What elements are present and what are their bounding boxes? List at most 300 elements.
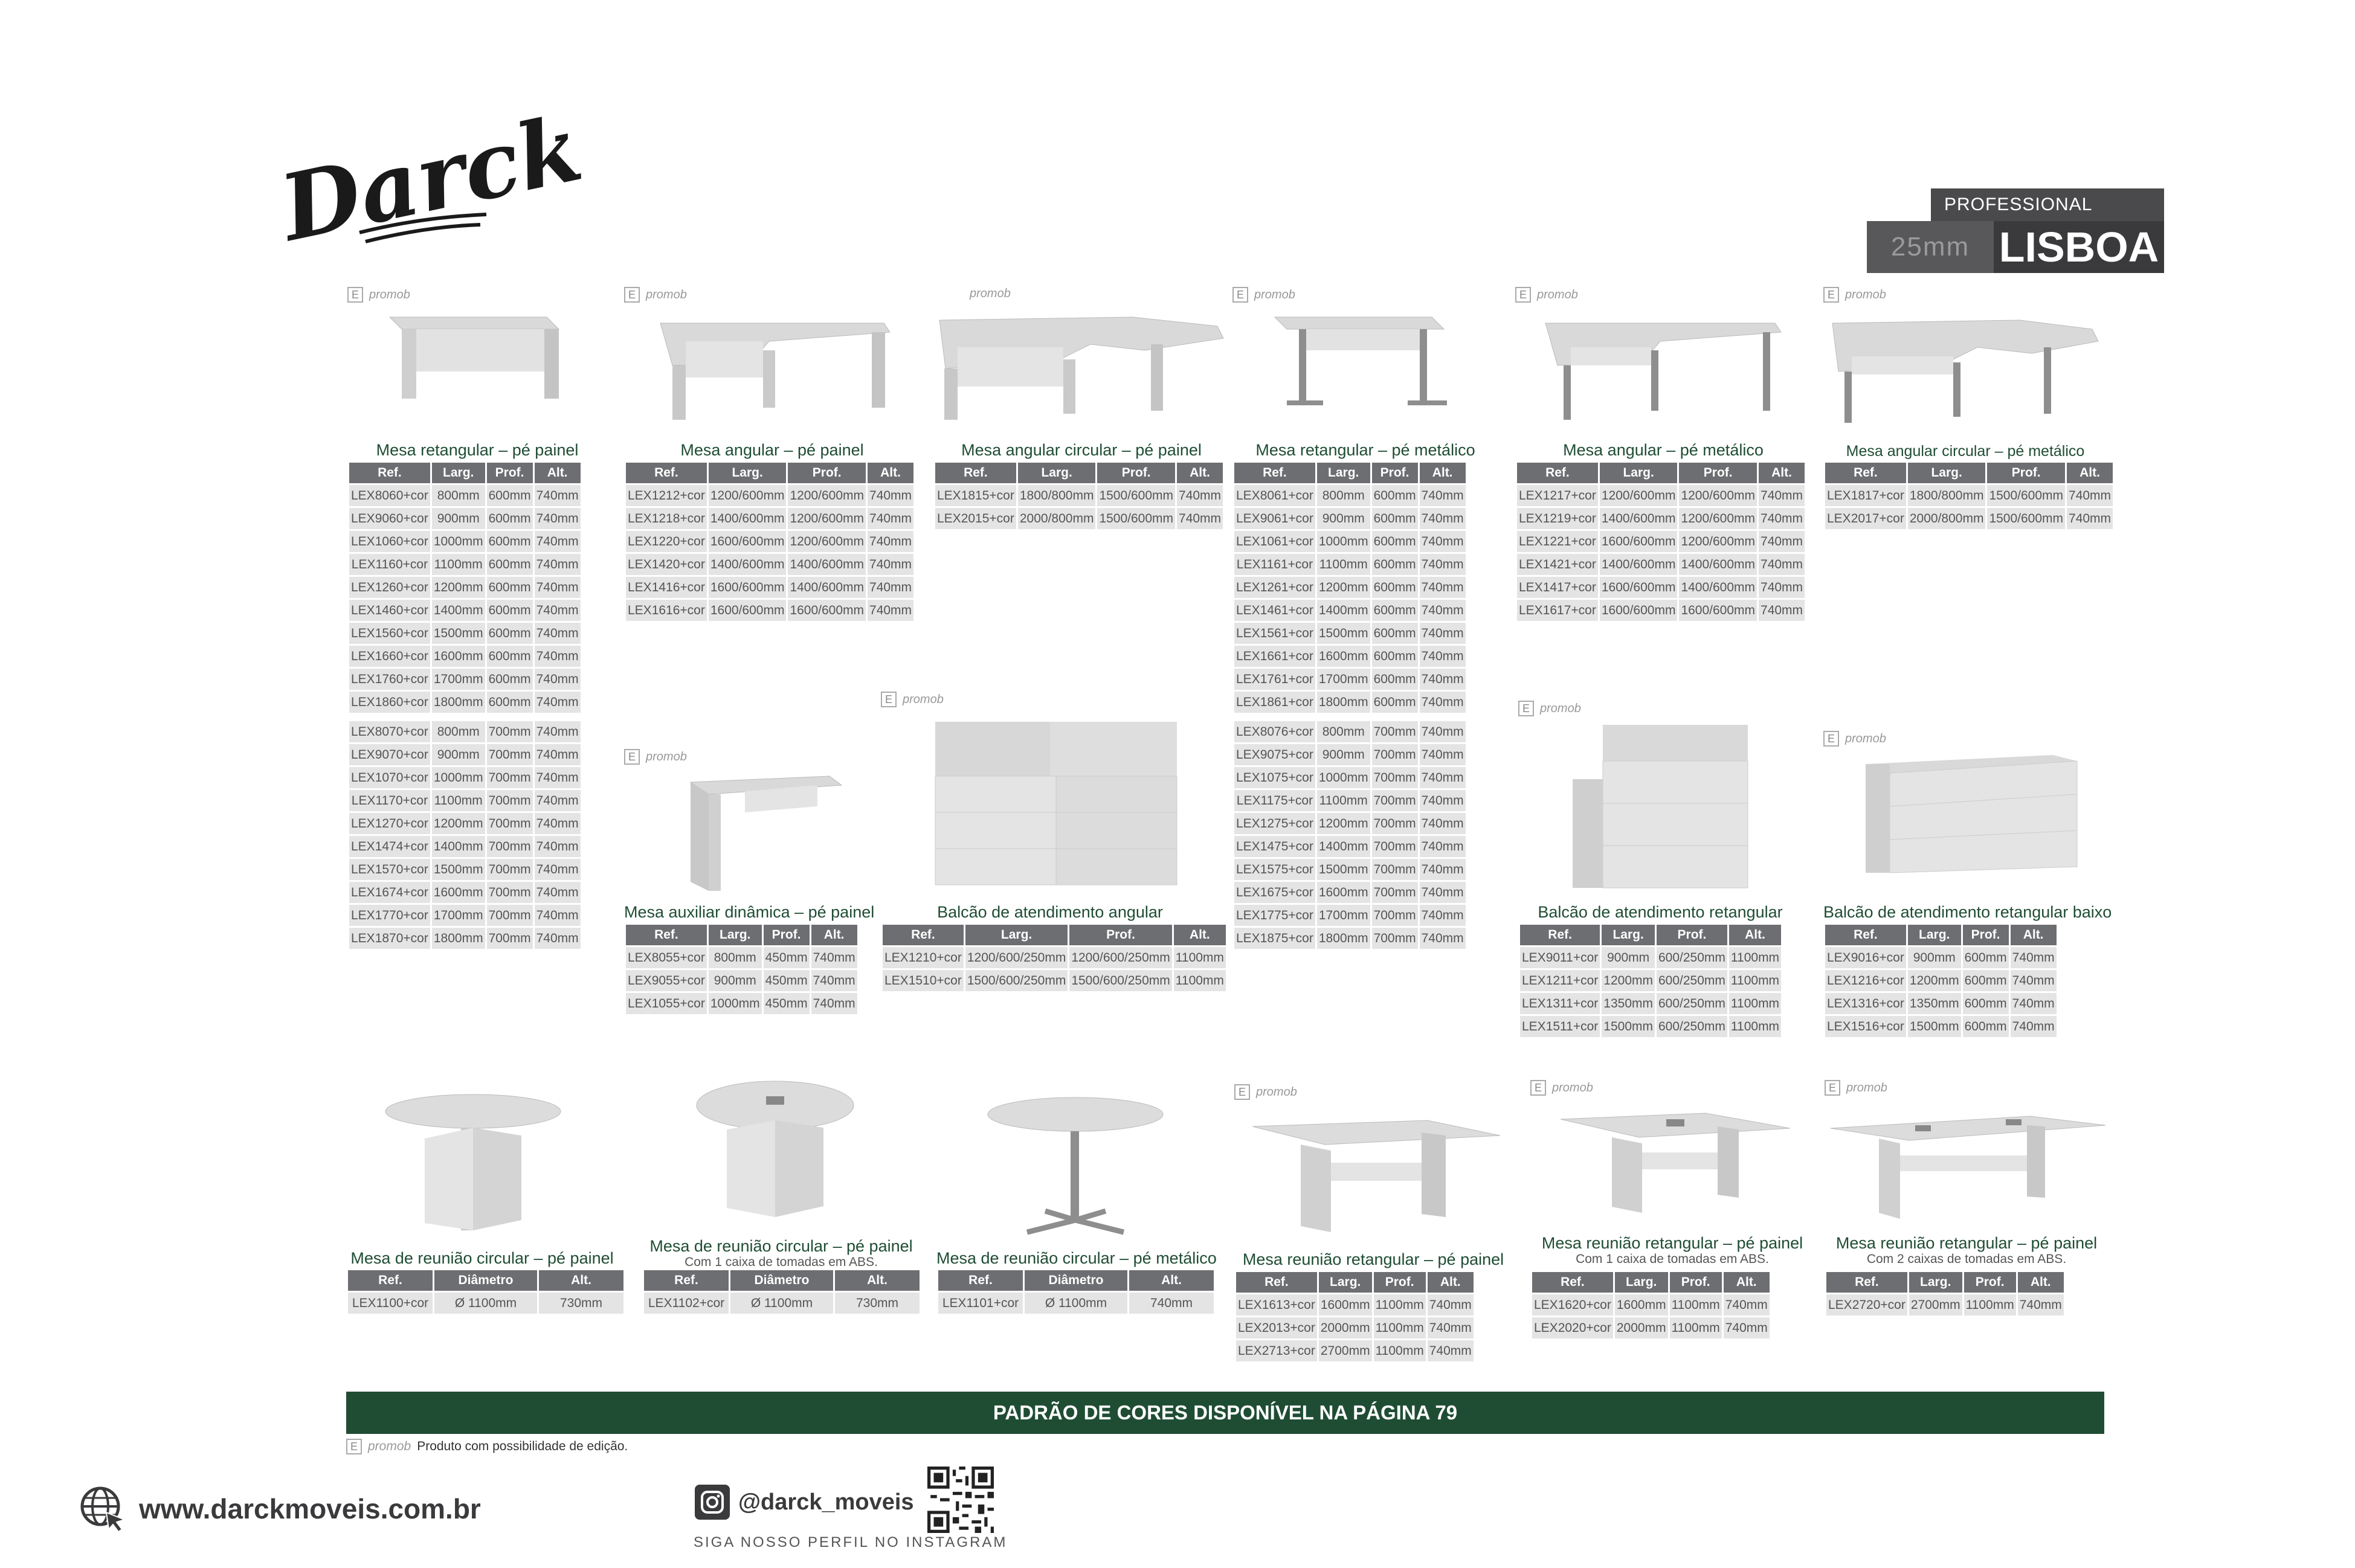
table-image	[1554, 1101, 1796, 1216]
promob-tag: E promob	[1825, 1080, 1887, 1096]
value-cell: 740mm	[1420, 721, 1466, 742]
value-cell: 1350mm	[1602, 993, 1655, 1014]
table-row	[883, 970, 1226, 991]
table-header	[938, 1270, 1214, 1291]
product-title: Balcão de atendimento retangular baixo	[1823, 903, 2112, 921]
product-title: Mesa reunião retangular – pé painel	[1835, 1234, 2098, 1252]
ref-cell: LEX1212+cor	[626, 485, 707, 506]
value-cell: 1600/600mm	[1679, 600, 1757, 621]
table-row	[1234, 836, 1466, 857]
value-cell: 2700mm	[1909, 1294, 1962, 1316]
value-cell: 740mm	[1420, 669, 1466, 690]
spec-table	[1234, 1270, 1475, 1363]
value-cell: 600/250mm	[1657, 947, 1727, 968]
column-header: Ref.	[1236, 1272, 1317, 1293]
value-cell: 1600mm	[1319, 1294, 1372, 1316]
promob-tag: E promob	[1234, 1084, 1297, 1100]
ref-cell: LEX1316+cor	[1825, 993, 1906, 1014]
value-cell: 1600mm	[1317, 646, 1370, 667]
value-cell: 1500mm	[1908, 1016, 1961, 1037]
table-row	[626, 600, 913, 621]
table-header	[1532, 1272, 1770, 1293]
value-cell: 450mm	[764, 970, 810, 991]
value-cell: 1600mm	[1615, 1294, 1668, 1316]
table-row	[349, 623, 581, 644]
table-header	[1826, 1272, 2064, 1293]
value-cell: 740mm	[2011, 970, 2057, 991]
value-cell: 740mm	[1420, 531, 1466, 552]
counter-image	[929, 716, 1195, 891]
table-row	[1236, 1317, 1474, 1338]
ref-cell: LEX1475+cor	[1234, 836, 1315, 857]
ref-cell: LEX1420+cor	[626, 554, 707, 575]
value-cell: 1600/600mm	[1600, 577, 1678, 598]
value-cell: 800mm	[1317, 485, 1370, 506]
value-cell: 1100mm	[1317, 790, 1370, 811]
ref-cell: LEX1161+cor	[1234, 554, 1315, 575]
value-cell: 1000mm	[432, 531, 485, 552]
ref-cell: LEX1219+cor	[1517, 508, 1598, 529]
table-image	[1825, 1101, 2109, 1222]
spec-table	[624, 461, 915, 623]
value-cell: 1000mm	[1317, 531, 1370, 552]
column-header: Larg.	[1908, 925, 1961, 945]
value-cell: 1500mm	[432, 623, 485, 644]
table-row	[1825, 970, 2057, 991]
value-cell: 740mm	[1420, 836, 1466, 857]
value-cell: 740mm	[811, 993, 857, 1014]
value-cell: 1400mm	[432, 836, 485, 857]
value-cell: 1100mm	[1729, 947, 1781, 968]
value-cell: 740mm	[1420, 790, 1466, 811]
value-cell: 1350mm	[1908, 993, 1961, 1014]
value-cell: 740mm	[1129, 1293, 1214, 1314]
ref-cell: LEX1216+cor	[1825, 970, 1906, 991]
value-cell: 600mm	[1963, 993, 2009, 1014]
column-header: Larg.	[965, 925, 1068, 945]
value-cell: 1100mm	[1374, 1317, 1426, 1338]
value-cell: 1500/600mm	[1987, 485, 2065, 506]
column-header: Larg.	[1615, 1272, 1668, 1293]
value-cell: 1400/600mm	[1679, 554, 1757, 575]
table-row	[1234, 646, 1466, 667]
value-cell: 1800mm	[432, 928, 485, 949]
column-header: Alt.	[2011, 925, 2057, 945]
spec-table	[1825, 1270, 2066, 1317]
table-row	[349, 836, 581, 857]
ref-cell: LEX1260+cor	[349, 577, 430, 598]
desk-image	[654, 305, 896, 426]
value-cell: 740mm	[1177, 508, 1223, 529]
value-cell: 600mm	[487, 485, 533, 506]
edit-icon: E	[1515, 287, 1531, 303]
value-cell: 740mm	[535, 721, 581, 742]
table-row	[349, 767, 581, 788]
value-cell: 700mm	[1372, 790, 1418, 811]
table-row	[1234, 485, 1466, 506]
table-row	[1234, 767, 1466, 788]
table-row	[1520, 947, 1781, 968]
column-header: Alt.	[1129, 1270, 1214, 1291]
table-row	[349, 577, 581, 598]
ref-cell: LEX1170+cor	[349, 790, 430, 811]
table-row	[1825, 485, 2113, 506]
column-header: Larg.	[1600, 463, 1678, 483]
ref-cell: LEX1870+cor	[349, 928, 430, 949]
value-cell: 600mm	[1372, 554, 1418, 575]
value-cell: 600mm	[1963, 970, 2009, 991]
edit-note: E promob Produto com possibilidade de edição.	[346, 1439, 628, 1454]
value-cell: 740mm	[1420, 692, 1466, 713]
value-cell: 700mm	[487, 882, 533, 903]
value-cell: 1500mm	[1317, 623, 1370, 644]
value-cell: 1500/600/250mm	[965, 970, 1068, 991]
value-cell: 1400/600mm	[1600, 554, 1678, 575]
spec-table	[346, 1268, 625, 1316]
value-cell: 600mm	[487, 577, 533, 598]
value-cell: 600/250mm	[1657, 1016, 1727, 1037]
value-cell: 600mm	[1372, 600, 1418, 621]
desk-image	[384, 305, 565, 402]
value-cell: 700mm	[1372, 836, 1418, 857]
value-cell: 740mm	[535, 669, 581, 690]
edit-icon: E	[1518, 701, 1534, 716]
value-cell: 740mm	[535, 790, 581, 811]
darck-logo	[272, 95, 591, 262]
ref-cell: LEX1575+cor	[1234, 859, 1315, 880]
value-cell: 900mm	[1602, 947, 1655, 968]
value-cell: 1600mm	[1317, 882, 1370, 903]
table-image	[691, 1078, 872, 1223]
value-cell: 1600/600mm	[709, 600, 787, 621]
value-cell: 1500mm	[1602, 1016, 1655, 1037]
column-header: Prof.	[1963, 925, 2009, 945]
value-cell: 740mm	[1420, 905, 1466, 926]
column-header: Larg.	[1018, 463, 1096, 483]
value-cell: 1200/600mm	[788, 531, 866, 552]
ref-cell: LEX1100+cor	[348, 1293, 433, 1314]
ref-cell: LEX1275+cor	[1234, 813, 1315, 834]
ref-cell: LEX2720+cor	[1826, 1294, 1907, 1316]
value-cell: 700mm	[487, 813, 533, 834]
value-cell: 900mm	[432, 508, 485, 529]
ref-cell: LEX9075+cor	[1234, 744, 1315, 765]
value-cell: 600mm	[1372, 577, 1418, 598]
value-cell: Ø 1100mm	[434, 1293, 537, 1314]
value-cell: 600mm	[487, 646, 533, 667]
edit-icon: E	[1232, 287, 1248, 303]
column-header: Prof.	[487, 463, 533, 483]
value-cell: 740mm	[1724, 1294, 1770, 1316]
value-cell: 600mm	[1372, 623, 1418, 644]
value-cell: 740mm	[1759, 485, 1805, 506]
table-row	[644, 1293, 920, 1314]
table-row	[1234, 692, 1466, 713]
table-header	[1825, 925, 2057, 945]
ref-cell: LEX8070+cor	[349, 721, 430, 742]
promob-tag: E promob	[624, 287, 687, 303]
ref-cell: LEX1311+cor	[1520, 993, 1600, 1014]
value-cell: 1800mm	[432, 692, 485, 713]
ref-cell: LEX1075+cor	[1234, 767, 1315, 788]
value-cell: 900mm	[1908, 947, 1961, 968]
value-cell: 1600mm	[432, 646, 485, 667]
edit-icon: E	[624, 287, 640, 303]
value-cell: 1600/600mm	[788, 600, 866, 621]
value-cell: 700mm	[1372, 882, 1418, 903]
table-row	[1236, 1294, 1474, 1316]
column-header: Ref.	[626, 925, 707, 945]
value-cell: 1200/600mm	[1600, 485, 1678, 506]
table-row	[1234, 882, 1466, 903]
value-cell: 1600/600mm	[709, 577, 787, 598]
ref-cell: LEX9055+cor	[626, 970, 707, 991]
value-cell: 1200mm	[1317, 813, 1370, 834]
table-row	[348, 1293, 623, 1314]
value-cell: 740mm	[1420, 600, 1466, 621]
gap-cell	[349, 715, 581, 719]
ref-cell: LEX1060+cor	[349, 531, 430, 552]
promob-tag: E promob	[1518, 701, 1581, 716]
column-header: Larg.	[1319, 1272, 1372, 1293]
value-cell: Ø 1100mm	[730, 1293, 833, 1314]
value-cell: 1400mm	[1317, 836, 1370, 857]
column-header: Diâmetro	[1025, 1270, 1127, 1291]
table-row	[1234, 928, 1466, 949]
column-header: Alt.	[811, 925, 857, 945]
value-cell: 1600/600mm	[709, 531, 787, 552]
value-cell: 740mm	[535, 600, 581, 621]
table-header	[1234, 463, 1466, 483]
ref-cell: LEX1421+cor	[1517, 554, 1598, 575]
value-cell: 740mm	[868, 577, 913, 598]
ref-cell: LEX1101+cor	[938, 1293, 1023, 1314]
table-row	[349, 813, 581, 834]
value-cell: 740mm	[2011, 1016, 2057, 1037]
ref-cell: LEX1660+cor	[349, 646, 430, 667]
table-gap	[349, 715, 581, 719]
promob-tag: E promob	[1823, 731, 1886, 747]
value-cell: 1100mm	[1729, 993, 1781, 1014]
table-row	[626, 993, 857, 1014]
value-cell: 1200mm	[1908, 970, 1961, 991]
table-header	[1517, 463, 1805, 483]
ref-cell: LEX1561+cor	[1234, 623, 1315, 644]
value-cell: 740mm	[1420, 767, 1466, 788]
table-header	[883, 925, 1226, 945]
table-row	[349, 669, 581, 690]
qr-code-icon[interactable]	[927, 1467, 994, 1533]
table-image	[382, 1090, 576, 1235]
value-cell: 1500/600/250mm	[1069, 970, 1171, 991]
value-cell: 740mm	[535, 813, 581, 834]
table-header	[935, 463, 1223, 483]
ref-cell: LEX9061+cor	[1234, 508, 1315, 529]
value-cell: 740mm	[1420, 508, 1466, 529]
promob-tag: E promob	[881, 692, 944, 707]
table-header	[626, 463, 913, 483]
website-link[interactable]: www.darckmoveis.com.br	[79, 1485, 481, 1533]
value-cell: 700mm	[1372, 928, 1418, 949]
edit-icon: E	[347, 287, 363, 303]
table-row	[1234, 721, 1466, 742]
ref-cell: LEX9060+cor	[349, 508, 430, 529]
value-cell: 1100mm	[1374, 1340, 1426, 1361]
value-cell: 740mm	[535, 744, 581, 765]
column-header: Prof.	[1964, 1272, 2016, 1293]
ref-cell: LEX1817+cor	[1825, 485, 1906, 506]
value-cell: 600mm	[1372, 692, 1418, 713]
table-row	[626, 554, 913, 575]
ref-cell: LEX9070+cor	[349, 744, 430, 765]
value-cell: 1400/600mm	[709, 508, 787, 529]
value-cell: 700mm	[487, 905, 533, 926]
table-row	[1517, 531, 1805, 552]
ref-cell: LEX1616+cor	[626, 600, 707, 621]
column-header: Ref.	[349, 463, 430, 483]
column-header: Prof.	[1657, 925, 1727, 945]
table-row	[1234, 813, 1466, 834]
value-cell: 2000/800mm	[1018, 508, 1096, 529]
table-row	[349, 744, 581, 765]
column-header: Alt.	[2018, 1272, 2064, 1293]
value-cell: 600mm	[487, 531, 533, 552]
value-cell: 900mm	[432, 744, 485, 765]
value-cell: 1200mm	[432, 813, 485, 834]
promob-tag: E promob	[347, 287, 410, 303]
table-header	[1825, 463, 2113, 483]
value-cell: 1800/800mm	[1908, 485, 1986, 506]
value-cell: 600mm	[1372, 669, 1418, 690]
table-row	[1234, 790, 1466, 811]
ref-cell: LEX9016+cor	[1825, 947, 1906, 968]
table-row	[1234, 669, 1466, 690]
ref-cell: LEX1510+cor	[883, 970, 964, 991]
value-cell: 700mm	[487, 767, 533, 788]
ref-cell: LEX1760+cor	[349, 669, 430, 690]
column-header: Diâmetro	[434, 1270, 537, 1291]
value-cell: 1400mm	[432, 600, 485, 621]
value-cell: 1200/600/250mm	[1069, 947, 1171, 968]
value-cell: 900mm	[709, 970, 762, 991]
table-header	[644, 1270, 920, 1291]
value-cell: 740mm	[535, 882, 581, 903]
table-gap	[1234, 715, 1466, 719]
value-cell: 1700mm	[1317, 669, 1370, 690]
value-cell: 740mm	[1420, 577, 1466, 598]
table-header	[626, 925, 857, 945]
value-cell: 700mm	[487, 721, 533, 742]
table-row	[349, 928, 581, 949]
spec-table	[624, 923, 859, 1016]
value-cell: 700mm	[1372, 744, 1418, 765]
value-cell: 600mm	[1372, 485, 1418, 506]
edit-icon: E	[1234, 1084, 1250, 1100]
value-cell: 1000mm	[1317, 767, 1370, 788]
value-cell: 1100mm	[1670, 1294, 1722, 1316]
value-cell: 740mm	[535, 531, 581, 552]
column-header: Ref.	[1826, 1272, 1907, 1293]
desk-image	[1826, 305, 2104, 426]
column-header: Larg.	[432, 463, 485, 483]
column-header: Prof.	[1670, 1272, 1722, 1293]
table-row	[1234, 623, 1466, 644]
column-header: Ref.	[1825, 463, 1906, 483]
ref-cell: LEX1210+cor	[883, 947, 964, 968]
value-cell: 740mm	[1177, 485, 1223, 506]
value-cell: 800mm	[1317, 721, 1370, 742]
ref-cell: LEX8061+cor	[1234, 485, 1315, 506]
value-cell: 600mm	[487, 600, 533, 621]
column-header: Alt.	[1724, 1272, 1770, 1293]
ref-cell: LEX1221+cor	[1517, 531, 1598, 552]
table-row	[349, 859, 581, 880]
product-title: Balcão de atendimento retangular	[1538, 903, 1783, 921]
value-cell: 2000mm	[1319, 1317, 1372, 1338]
table-row	[1234, 905, 1466, 926]
value-cell: 700mm	[1372, 767, 1418, 788]
value-cell: 1600mm	[432, 882, 485, 903]
ref-cell: LEX8076+cor	[1234, 721, 1315, 742]
ref-cell: LEX1815+cor	[935, 485, 1016, 506]
value-cell: 740mm	[1759, 531, 1805, 552]
value-cell: 600mm	[487, 692, 533, 713]
column-header: Alt.	[868, 463, 913, 483]
spec-table	[936, 1268, 1216, 1316]
table-row	[626, 508, 913, 529]
column-header: Larg.	[709, 463, 787, 483]
spec-table	[1530, 1270, 1771, 1340]
table-row	[1234, 531, 1466, 552]
ref-cell: LEX1511+cor	[1520, 1016, 1600, 1037]
value-cell: 740mm	[535, 577, 581, 598]
value-cell: 700mm	[487, 859, 533, 880]
value-cell: 740mm	[1420, 744, 1466, 765]
ref-cell: LEX9011+cor	[1520, 947, 1600, 968]
value-cell: 1100mm	[432, 790, 485, 811]
table-row	[349, 600, 581, 621]
table-row	[349, 531, 581, 552]
spec-table	[1518, 923, 1783, 1039]
ref-cell: LEX2015+cor	[935, 508, 1016, 529]
table-row	[1825, 947, 2057, 968]
value-cell: 1200/600mm	[1679, 508, 1757, 529]
value-cell: 600mm	[487, 623, 533, 644]
table-row	[349, 882, 581, 903]
ref-cell: LEX1261+cor	[1234, 577, 1315, 598]
column-header: Larg.	[1317, 463, 1370, 483]
column-header: Prof.	[1097, 463, 1175, 483]
value-cell: 600mm	[487, 669, 533, 690]
value-cell: 1200/600/250mm	[965, 947, 1068, 968]
value-cell: 740mm	[1420, 813, 1466, 834]
table-row	[883, 947, 1226, 968]
value-cell: 1100mm	[1729, 1016, 1781, 1037]
instagram-link[interactable]: @darck_moveis	[695, 1485, 914, 1520]
table-row	[1236, 1340, 1474, 1361]
table-row	[1517, 508, 1805, 529]
value-cell: 700mm	[487, 744, 533, 765]
column-header: Ref.	[644, 1270, 729, 1291]
table-row	[1532, 1317, 1770, 1338]
edit-icon: E	[1530, 1080, 1546, 1096]
value-cell: 740mm	[535, 692, 581, 713]
value-cell: 700mm	[1372, 905, 1418, 926]
spec-table	[347, 461, 582, 951]
value-cell: 1500/600mm	[1097, 485, 1175, 506]
ref-cell: LEX2013+cor	[1236, 1317, 1317, 1338]
product-title: Mesa angular – pé metálico	[1563, 441, 1764, 459]
